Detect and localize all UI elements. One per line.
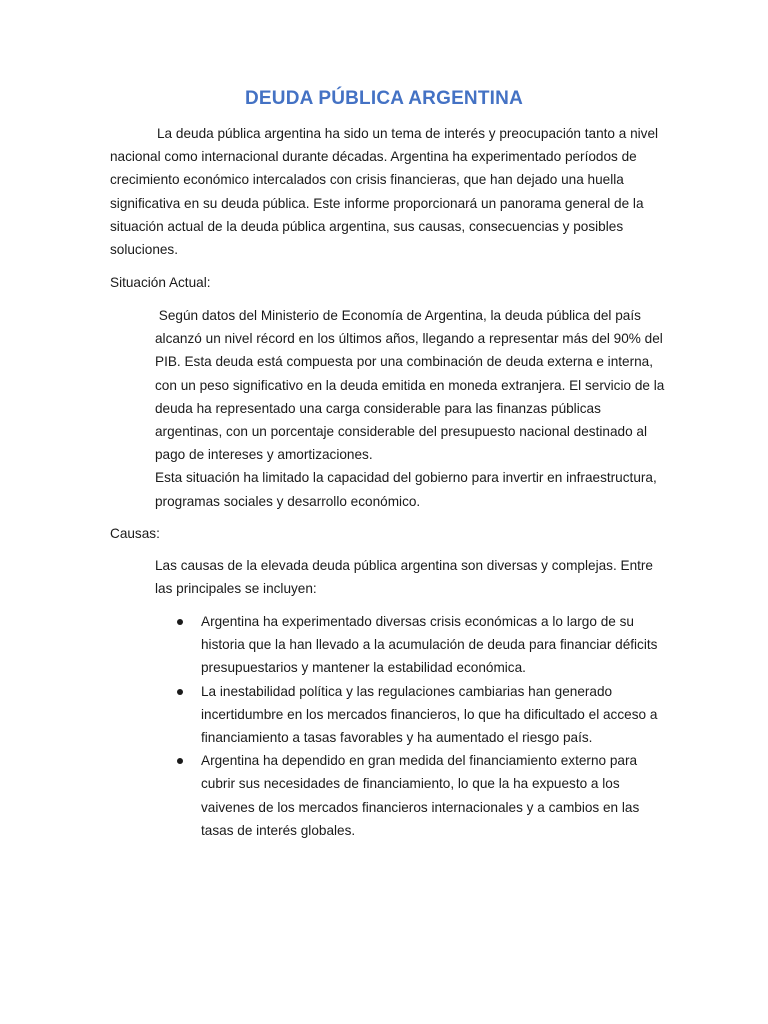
list-item	[155, 680, 665, 750]
list-item-text: Argentina ha experimentado diversas crisis económicas a lo largo de su historia que la han llevado a la acumulación de deuda para financiar déficits presupuestarios y mantener la estabilidad económica.	[201, 614, 658, 676]
list-item-text: Argentina ha dependido en gran medida del financiamiento externo para cubrir sus necesidades de financiamiento, lo que la ha expuesto a los vaivenes de los mercados financieros internacionales y a cambios en las tasas de interés globales.	[201, 753, 640, 838]
situacion-heading: Situación Actual:	[110, 275, 211, 290]
list-item-text: La inestabilidad política y las regulaciones cambiarias han generado incertidumbre en los mercados financieros, lo que ha dificultado el acceso a financiamiento a tasas favorables y ha aumentado el riesgo país.	[201, 683, 658, 746]
intro-paragraph: La deuda pública argentina ha sido un tema de interés y preocupación tanto a nivel nacional como internacional durante décadas. Argentina ha experimentado períodos de crecimiento económico intercalados con crisis financieras, que han dejado una huella significativa en su deuda pública. Este informe proporcionará un panorama general de la situación actual de la deuda pública argentina, sus causas, consecuencias y posibles soluciones.	[110, 126, 659, 258]
causas-intro: Las causas de la elevada deuda pública argentina son diversas y complejas. Entre las principales se incluyen:	[155, 558, 653, 597]
causas-heading: Causas:	[110, 526, 160, 541]
list-item	[155, 610, 665, 680]
list-item	[155, 749, 665, 842]
document-title: DEUDA PÚBLICA ARGENTINA	[245, 88, 523, 109]
situacion-paragraph-2: Esta situación ha limitado la capacidad del gobierno para invertir en infraestructura, programas sociales y desarrollo económico.	[155, 470, 657, 509]
bullet-icon	[177, 689, 183, 695]
situacion-paragraph-1: Según datos del Ministerio de Economía de Argentina, la deuda pública del país alcanzó un nivel récord en los últimos años, llegando a representar más del 90% del PIB. Esta deuda está compuesta por una combinación de deuda externa e interna, con un peso significativo en la deuda emitida en moneda extranjera. El servicio de la deuda ha representado una carga considerable para las finanzas públicas argentinas, con un porcentaje considerable del presupuesto nacional destinado al pago de intereses y amortizaciones.	[155, 308, 669, 463]
bullet-icon	[177, 619, 183, 625]
causas-list	[155, 610, 665, 842]
situacion-block	[155, 304, 669, 513]
bullet-icon	[177, 758, 183, 764]
causas-intro-block	[155, 554, 665, 600]
